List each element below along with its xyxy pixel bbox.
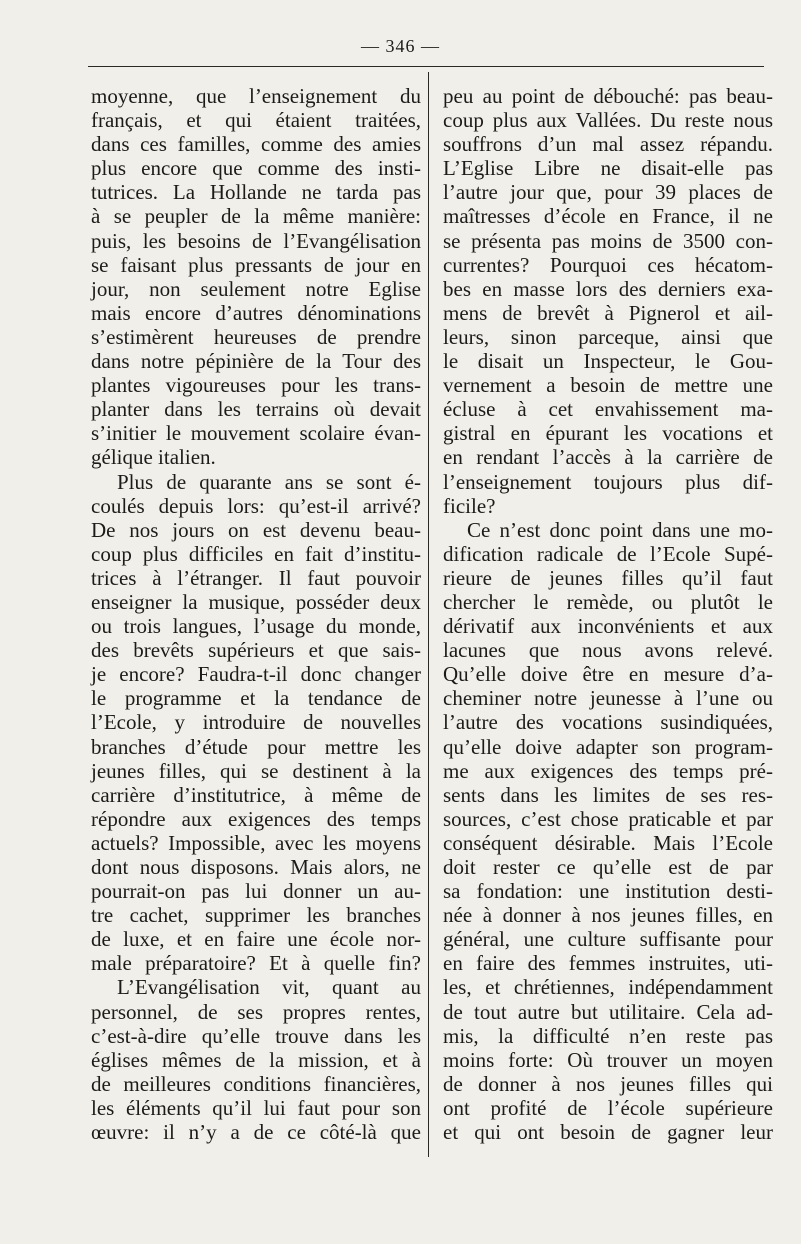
text-line: maîtresses d’école en France, il ne (443, 204, 773, 229)
text-line: se faisant plus pressants de jour en (91, 252, 421, 277)
text-line: de meilleures conditions financières, (91, 1071, 421, 1096)
text-line: cheminer notre jeunesse à l’une ou (443, 686, 773, 711)
text-line: peu au point de débouché: pas beau- (443, 84, 773, 108)
text-line: actuels? Impossible, avec les moyens (91, 830, 421, 855)
text-line: gistral en épurant les vocations et (443, 421, 773, 446)
text-line: planter dans les terrains où devait (91, 397, 421, 422)
text-line: c’est-à-dire qu’elle trouve dans les (91, 1023, 421, 1048)
text-line: personnel, de ses propres rentes, (91, 999, 421, 1024)
text-line: œuvre: il n’y a de ce côté-là que (91, 1120, 421, 1145)
text-line: répondre aux exigences des temps (91, 806, 421, 831)
text-line: plantes vigoureuses pour les trans- (91, 373, 421, 398)
text-line: français, et qui étaient traitées, (91, 108, 421, 133)
text-line: née à donner à nos jeunes filles, en (443, 903, 773, 928)
text-line: s’estimèrent heureuses de prendre (91, 324, 421, 349)
text-line: trices à l’étranger. Il faut pouvoir (91, 565, 421, 590)
column-divider (428, 72, 429, 1157)
text-line: coup plus aux Vallées. Du reste nous (443, 108, 773, 133)
text-line: plus encore que comme des insti- (91, 156, 421, 181)
text-line: écluse à cet envahissement ma- (443, 397, 773, 422)
text-line: conséquent désirable. Mais l’Ecole (443, 830, 773, 855)
text-line: dont nous disposons. Mais alors, ne (91, 855, 421, 879)
text-line: me aux exigences des temps pré- (443, 758, 773, 783)
text-line: en rendant l’accès à la carrière de (443, 445, 773, 470)
header-rule (88, 66, 764, 67)
text-line: puis, les besoins de l’Evangélisation (91, 228, 421, 253)
text-line: l’enseignement toujours plus dif- (443, 469, 773, 494)
text-line: l’autre jour que, pour 39 places de (443, 180, 773, 205)
text-line: de luxe, et en faire une école nor- (91, 927, 421, 952)
text-line: Plus de quarante ans se sont é- (117, 469, 421, 494)
text-line: L’Eglise Libre ne disait-elle pas (443, 156, 773, 181)
text-line: gélique italien. (91, 445, 216, 470)
text-line: qu’elle doive adapter son program- (443, 734, 773, 759)
text-line: sents dans les limites de ses res- (443, 782, 773, 807)
text-line: des brevêts supérieurs et que sais- (91, 638, 421, 663)
text-line: moins forte: Où trouver un moyen (443, 1047, 773, 1072)
text-line: dification radicale de l’Ecole Supé- (443, 541, 773, 566)
text-line: vernement a besoin de mettre une (443, 373, 773, 398)
text-line: lacunes que nous avons relevé. (443, 638, 773, 663)
text-line: le programme et la tendance de (91, 686, 421, 711)
text-line: mens de brevêt à Pignerol et ail- (443, 300, 773, 325)
text-line: tre cachet, supprimer les branches (91, 903, 421, 928)
text-line: mais encore d’autres dénominations (91, 300, 421, 325)
text-line: et qui ont besoin de gagner leur (443, 1120, 773, 1145)
text-line: de donner à nos jeunes filles qui (443, 1071, 773, 1096)
text-line: les, et chrétiennes, indépendamment (443, 975, 773, 1000)
text-line: tutrices. La Hollande ne tarda pas (91, 180, 421, 205)
text-line: moyenne, que l’enseignement du (91, 84, 421, 108)
text-line: ficile? (443, 493, 496, 518)
text-line: coulés depuis lors: qu’est-il arrivé? (91, 493, 421, 518)
text-line: s’initier le mouvement scolaire évan- (91, 421, 421, 446)
text-line: le disait un Inspecteur, le Gou- (443, 349, 773, 374)
text-line: dans notre pépinière de la Tour des (91, 349, 421, 374)
text-line: mis, la difficulté n’en reste pas (443, 1023, 773, 1048)
text-line: je encore? Faudra-t-il donc changer (91, 662, 421, 687)
text-line: général, une culture suffisante pour (443, 927, 773, 952)
text-line: chercher le remède, ou plutôt le (443, 589, 773, 614)
text-line: De nos jours on est devenu beau- (91, 517, 421, 542)
text-line: rieure de jeunes filles qu’il faut (443, 565, 773, 590)
text-line: Qu’elle doive être en mesure d’a- (443, 662, 773, 687)
text-line: Ce n’est donc point dans une mo- (467, 517, 773, 542)
text-line: de tout autre but utilitaire. Cela ad- (443, 999, 773, 1024)
text-line: églises mêmes de la mission, et à (91, 1047, 421, 1072)
text-line: leurs, sinon parceque, ainsi que (443, 324, 773, 349)
text-line: l’autre des vocations susindiquées, (443, 710, 773, 735)
text-line: bes en masse lors des derniers exa- (443, 276, 773, 301)
text-line: l’Ecole, y introduire de nouvelles (91, 710, 421, 735)
text-line: à se peupler de la même manière: (91, 204, 421, 229)
text-line: ou trois langues, l’usage du monde, (91, 614, 421, 639)
text-line: ont profité de l’école supérieure (443, 1095, 773, 1120)
text-line: coup plus difficiles en fait d’institu- (91, 541, 421, 566)
text-line: male préparatoire? Et à quelle fin? (91, 951, 421, 976)
text-line: currentes? Pourquoi ces hécatom- (443, 252, 773, 277)
page-number: — 346 — (361, 36, 440, 56)
text-line: doit rester ce qu’elle est de par (443, 855, 773, 879)
text-line: sources, c’est chose praticable et par (443, 806, 773, 831)
text-line: souffrons d’un mal assez répandu. (443, 132, 773, 157)
right-column (443, 84, 773, 1144)
text-line: sa fondation: une institution desti- (443, 879, 773, 904)
text-line: en faire des femmes instruites, uti- (443, 951, 773, 976)
text-line: jour, non seulement notre Eglise (91, 276, 421, 301)
text-line: les éléments qu’il lui faut pour son (91, 1095, 421, 1120)
text-line: carrière d’institutrice, à même de (91, 782, 421, 807)
left-column (91, 84, 421, 1144)
text-line: dans ces familles, comme des amies (91, 132, 421, 157)
text-line: L’Evangélisation vit, quant au (117, 975, 421, 1000)
text-line: se présenta pas moins de 3500 con- (443, 228, 773, 253)
text-line: pourrait-on pas lui donner un au- (91, 879, 421, 904)
text-line: dérivatif aux inconvénients et aux (443, 614, 773, 639)
text-line: jeunes filles, qui se destinent à la (91, 758, 421, 783)
text-line: branches d’étude pour mettre les (91, 734, 421, 759)
text-line: enseigner la musique, posséder deux (91, 589, 421, 614)
